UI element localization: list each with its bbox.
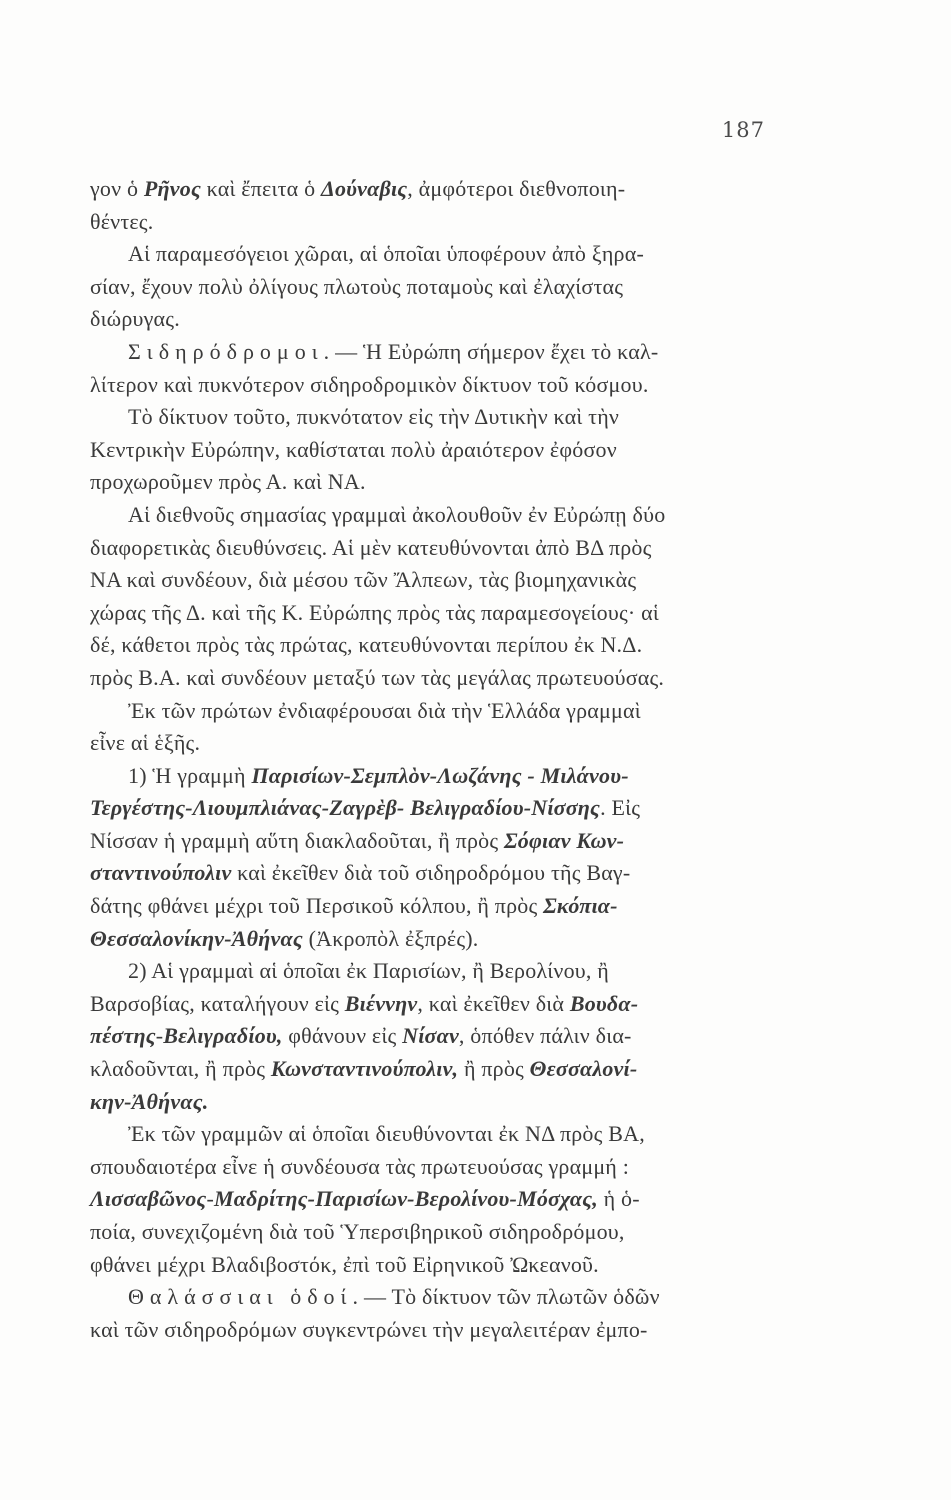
text-run: ἡ ὁ-: [597, 1186, 640, 1212]
text-run: καὶ ἐκεῖθεν διὰ τοῦ σιδηροδρόμου τῆς Βαγ-: [231, 860, 631, 886]
text-run: κλαδοῦνται, ἢ πρὸς: [90, 1056, 271, 1082]
emphasized-term: Νίσαν: [402, 1023, 459, 1049]
text-line: [90, 1314, 790, 1347]
text-line: [90, 532, 790, 565]
text-run: Αἱ παραμεσόγειοι χῶραι, αἱ ὁποῖαι ὑποφέρουν ἀπὸ ξηρα-: [128, 241, 644, 267]
text-line: [90, 466, 790, 499]
text-run: δέ, κάθετοι πρὸς τὰς πρώτας, κατευθύνονται περίπου ἐκ Ν.Δ.: [90, 632, 643, 658]
text-run: καὶ ἔπειτα ὁ: [200, 176, 321, 201]
text-line: [90, 1020, 790, 1053]
text-run: , ἀμφότεροι διεθνοποιη-: [407, 176, 626, 201]
text-line: [90, 1216, 790, 1249]
text-line: [90, 857, 790, 890]
emphasized-term: Σκόπια-: [543, 893, 618, 919]
emphasized-term: Μαδρίτης-Παρισίων-Βερολίνου-Μόσχας,: [213, 1186, 598, 1212]
emphasized-term: Ρῆνος: [143, 176, 201, 201]
page-number: 187: [721, 118, 765, 142]
text-line: [90, 434, 790, 467]
section-heading: Θαλάσσιαι ὁδοί.: [128, 1284, 364, 1310]
text-line: [90, 792, 790, 825]
text-line: [90, 629, 790, 662]
text-line: [90, 1151, 790, 1184]
text-run: 2) Αἱ γραμμαὶ αἱ ὁποῖαι ἐκ Παρισίων, ἢ Βερολίνου, ἢ: [128, 958, 609, 984]
text-run: γον ὁ: [90, 176, 144, 201]
text-run: διαφορετικὰς διευθύνσεις. Αἱ μὲν κατευθύνονται ἀπὸ ΒΔ πρὸς: [90, 534, 652, 560]
text-line: [90, 1053, 790, 1086]
text-run: -: [155, 1023, 164, 1049]
text-run: Τὸ δίκτυον τοῦτο, πυκνότατον εἰς τὴν Δυτικὴν καὶ τὴν: [128, 404, 620, 430]
text-run: καὶ τῶν σιδηροδρόμων συγκεντρώνει τὴν μεγαλειτέραν ἐμπο-: [90, 1316, 648, 1342]
text-line: [90, 1249, 790, 1282]
text-run: Νίσσαν ἡ γραμμὴ αὕτη διακλαδοῦται, ἢ πρὸς: [90, 827, 504, 853]
text-run: -: [206, 1186, 214, 1212]
text-line: [90, 1281, 790, 1314]
text-run: (Ἀκροπὸλ ἐξπρές).: [302, 925, 479, 951]
text-line: [90, 695, 790, 728]
text-line: [90, 271, 790, 304]
text-run: Βαρσοβίας, καταλήγουν εἰς: [90, 990, 345, 1016]
text-run: — Ἡ Εὐρώπη σήμερον ἔχει τὸ καλ-: [335, 338, 659, 364]
emphasized-term: πέστης: [90, 1023, 156, 1049]
text-run: , ὁπόθεν πάλιν δια-: [458, 1023, 632, 1049]
emphasized-term: Τεργέστης-Λιουμπλιάνας-Ζαγρὲβ- Βελιγραδίου-Νίσσης: [90, 795, 601, 821]
emphasized-term: σταντινούπολιν: [90, 860, 232, 886]
section-heading: Σιδηρόδρομοι.: [128, 338, 336, 364]
emphasized-term: Σόφιαν Κων-: [503, 827, 625, 853]
text-run: προχωροῦμεν πρὸς Α. καὶ ΝΑ.: [90, 469, 366, 495]
emphasized-term: Βουδα-: [569, 990, 639, 1016]
text-line: [90, 988, 790, 1021]
text-run: Ἐκ τῶν πρώτων ἐνδιαφέρουσαι διὰ τὴν Ἑλλάδα γραμμαὶ: [128, 697, 641, 723]
emphasized-term: Κωνσταντινούπολιν,: [270, 1056, 459, 1082]
text-run: Ἐκ τῶν γραμμῶν αἱ ὁποῖαι διευθύνονται ἐκ ΝΔ πρὸς ΒΑ,: [128, 1121, 645, 1147]
emphasized-term: Θεσσαλονί-: [529, 1056, 638, 1082]
text-line: [90, 1118, 790, 1151]
text-line: [90, 1086, 790, 1119]
text-line: [90, 206, 790, 239]
emphasized-term: Βελιγραδίου,: [163, 1023, 283, 1049]
text-run: πρὸς Β.Α. καὶ συνδέουν μεταξύ των τὰς μεγάλας πρωτευούσας.: [90, 664, 665, 690]
text-run: . Εἰς: [600, 795, 641, 821]
text-line: [90, 564, 790, 597]
text-run: δάτης φθάνει μέχρι τοῦ Περσικοῦ κόλπου, ἢ πρὸς: [90, 893, 544, 919]
text-line: [90, 597, 790, 630]
text-run: λίτερον καὶ πυκνότερον σιδηροδρομικὸν δίκτυον τοῦ κόσμου.: [90, 371, 649, 397]
text-run: εἶνε αἱ ἑξῆς.: [90, 730, 201, 756]
text-line: [90, 760, 790, 793]
text-run: φθάνουν εἰς: [282, 1023, 403, 1049]
text-line: [90, 890, 790, 923]
text-line: [90, 401, 790, 434]
text-line: [90, 1183, 790, 1216]
text-run: διώρυγας.: [90, 306, 180, 332]
text-line: [90, 336, 790, 369]
emphasized-term: Λισσαβῶνος: [90, 1186, 207, 1212]
text-run: θέντες.: [90, 208, 154, 234]
text-run: Αἱ διεθνοῦς σημασίας γραμμαὶ ἀκολουθοῦν ἐν Εὐρώπῃ δύο: [128, 501, 666, 527]
text-run: ἢ πρὸς: [458, 1056, 530, 1082]
text-run: φθάνει μέχρι Βλαδιβοστόκ, ἐπὶ τοῦ Εἰρηνικοῦ Ὠκεανοῦ.: [90, 1251, 599, 1277]
text-line: [90, 303, 790, 336]
text-run: ποία, συνεχιζομένη διὰ τοῦ Ὑπερσιβηρικοῦ σιδηροδρόμου,: [90, 1219, 625, 1244]
text-line: [90, 955, 790, 988]
text-line: [90, 499, 790, 532]
text-run: ΝΑ καὶ συνδέουν, διὰ μέσου τῶν Ἄλπεων, τὰς βιομηχανικὰς: [90, 567, 637, 593]
emphasized-term: Παρισίων-Σεμπλὸν-Λωζάνης - Μιλάνου-: [251, 762, 629, 788]
text-line: [90, 727, 790, 760]
text-line: [90, 369, 790, 402]
emphasized-term: Θεσσαλονίκην-Ἀθήνας: [90, 925, 303, 951]
emphasized-term: κην-Ἀθήνας.: [90, 1088, 209, 1114]
text-run: σπουδαιοτέρα εἶνε ἡ συνδέουσα τὰς πρωτευούσας γραμμή :: [90, 1153, 630, 1179]
text-line: [90, 825, 790, 858]
text-run: , καὶ ἐκεῖθεν διὰ: [417, 990, 570, 1016]
text-line: [90, 662, 790, 695]
text-run: σίαν, ἔχουν πολὺ ὀλίγους πλωτοὺς ποταμοὺς καὶ ἐλαχίστας: [90, 273, 624, 299]
text-line: [90, 238, 790, 271]
body-text: [90, 173, 790, 1346]
text-run: Κεντρικὴν Εὐρώπην, καθίσταται πολὺ ἀραιότερον ἐφόσον: [90, 436, 617, 462]
text-run: χώρας τῆς Δ. καὶ τῆς Κ. Εὐρώπης πρὸς τὰς παραμεσογείους· αἱ: [90, 599, 659, 625]
emphasized-term: Δούναβις: [320, 176, 408, 201]
text-line: [90, 923, 790, 956]
text-run: 1) Ἡ γραμμὴ: [128, 762, 252, 788]
text-line: [90, 173, 790, 206]
text-run: — Τὸ δίκτυον τῶν πλωτῶν ὁδῶν: [363, 1284, 660, 1310]
emphasized-term: Βιέννην: [344, 990, 418, 1016]
